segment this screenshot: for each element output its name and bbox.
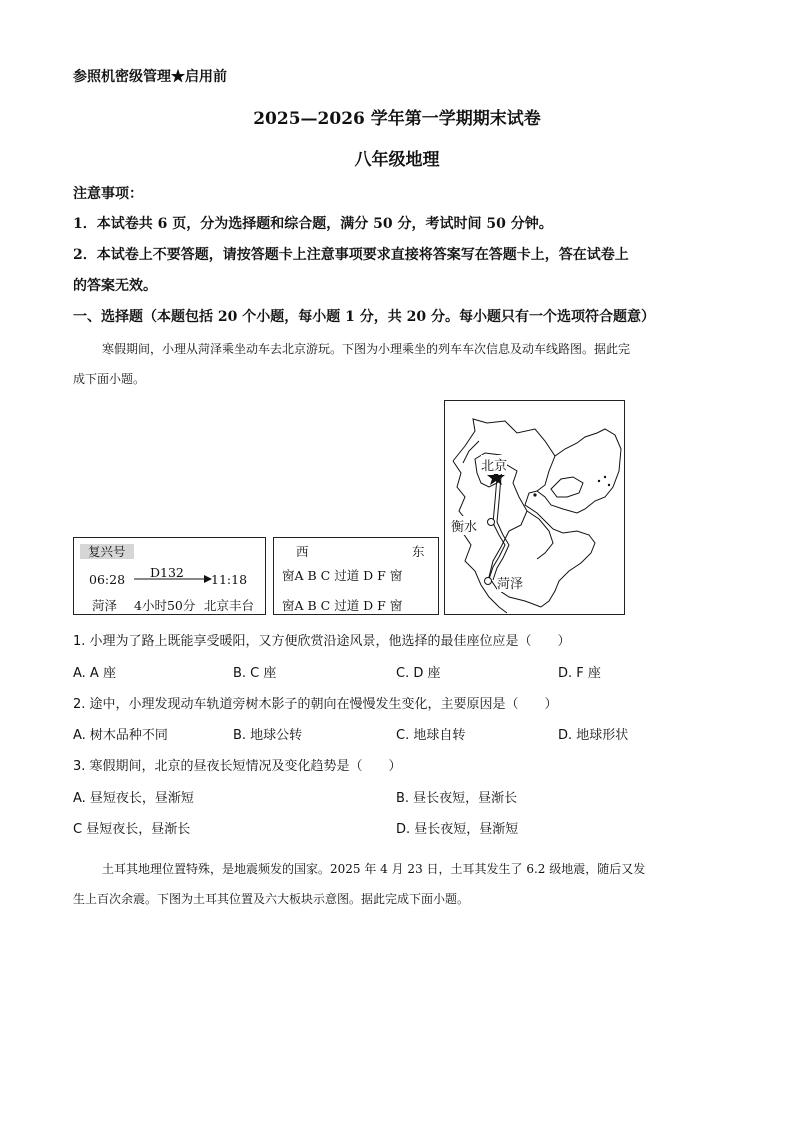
route-map-drawing [445, 401, 624, 614]
question-1-option-a[interactable]: A. A 座 [73, 666, 116, 681]
beijing-label: 北京 [481, 455, 507, 474]
trip-duration: 4小时50分 [134, 598, 196, 613]
passage-1-line-1: 寒假期间，小理从菏泽乘坐动车去北京游玩。下图为小理乘坐的列车车次信息及动车线路图。据此完 [102, 342, 631, 356]
to-station: 北京丰台 [204, 598, 255, 613]
notice-item-2-cont: 的答案无效。 [73, 278, 157, 294]
notice-item-1: 1．本试卷共 6 页，分为选择题和综合题，满分 50 分，考试时间 50 分钟。 [73, 216, 553, 232]
arrive-time: 11:18 [211, 572, 248, 587]
question-3-option-a[interactable]: A. 昼短夜长，昼渐短 [73, 791, 194, 806]
heze-label: 菏泽 [497, 573, 523, 592]
seat-map-box [273, 537, 439, 615]
question-1-option-b[interactable]: B. C 座 [233, 666, 277, 681]
question-1-stem: 1. 小理为了路上既能享受暖阳，又方便欣赏沿途风景，他选择的最佳座位应是（ ） [73, 634, 571, 649]
question-2-option-a[interactable]: A. 树木品种不同 [73, 728, 168, 743]
question-3-option-c[interactable]: C 昼短夜长，昼渐长 [73, 822, 191, 837]
question-1-option-c[interactable]: C. D 座 [396, 666, 441, 681]
train-type-label: 复兴号 [80, 544, 134, 559]
notice-title: 注意事项： [73, 186, 143, 202]
ticket-info-box [73, 537, 266, 615]
route-map [444, 400, 625, 615]
passage-2-line-2: 生上百次余震。下图为土耳其位置及六大板块示意图。据此完成下面小题。 [73, 892, 470, 906]
passage-2-line-1: 土耳其地理位置特殊，是地震频发的国家。2025 年 4 月 23 日，土耳其发生了 6.2 级地震，随后又发 [102, 862, 646, 876]
question-2-option-d[interactable]: D. 地球形状 [558, 728, 629, 743]
direction-arrow-icon [134, 574, 212, 584]
depart-time: 06:28 [89, 572, 126, 587]
section-title: 一、选择题（本题包括 20 个小题，每小题 1 分，共 20 分。每小题只有一个选项符合题意） [73, 309, 655, 325]
hengshui-label: 衡水 [451, 516, 477, 535]
question-2-stem: 2. 途中，小理发现动车轨道旁树木影子的朝向在慢慢发生变化，主要原因是（ ） [73, 697, 558, 712]
confidential-label: 参照机密级管理★启用前 [73, 69, 227, 85]
notice-item-2: 2．本试卷上不要答题，请按答题卡上注意事项要求直接将答案写在答题卡上，答在试卷上 [73, 247, 629, 263]
question-1-option-d[interactable]: D. F 座 [558, 666, 601, 681]
from-station: 菏泽 [92, 598, 118, 613]
question-3-option-b[interactable]: B. 昼长夜短，昼渐长 [396, 791, 518, 806]
question-3-option-d[interactable]: D. 昼长夜短，昼渐短 [396, 822, 519, 837]
question-2-option-b[interactable]: B. 地球公转 [233, 728, 303, 743]
exam-title: 2025—2026 学年第一学期期末试卷 [253, 109, 541, 129]
subject-title: 八年级地理 [354, 150, 440, 170]
east-label: 东 [412, 544, 425, 559]
question-3-stem: 3. 寒假期间，北京的昼夜长短情况及变化趋势是（ ） [73, 759, 402, 774]
passage-1-line-2: 成下面小题。 [73, 372, 146, 386]
seat-row-2: 窗A B C 过道 D F 窗 [282, 598, 403, 613]
west-label: 西 [296, 544, 309, 559]
train-number: D132 [150, 565, 184, 580]
seat-row-1: 窗A B C 过道 D F 窗 [282, 568, 403, 583]
question-2-option-c[interactable]: C. 地球自转 [396, 728, 466, 743]
